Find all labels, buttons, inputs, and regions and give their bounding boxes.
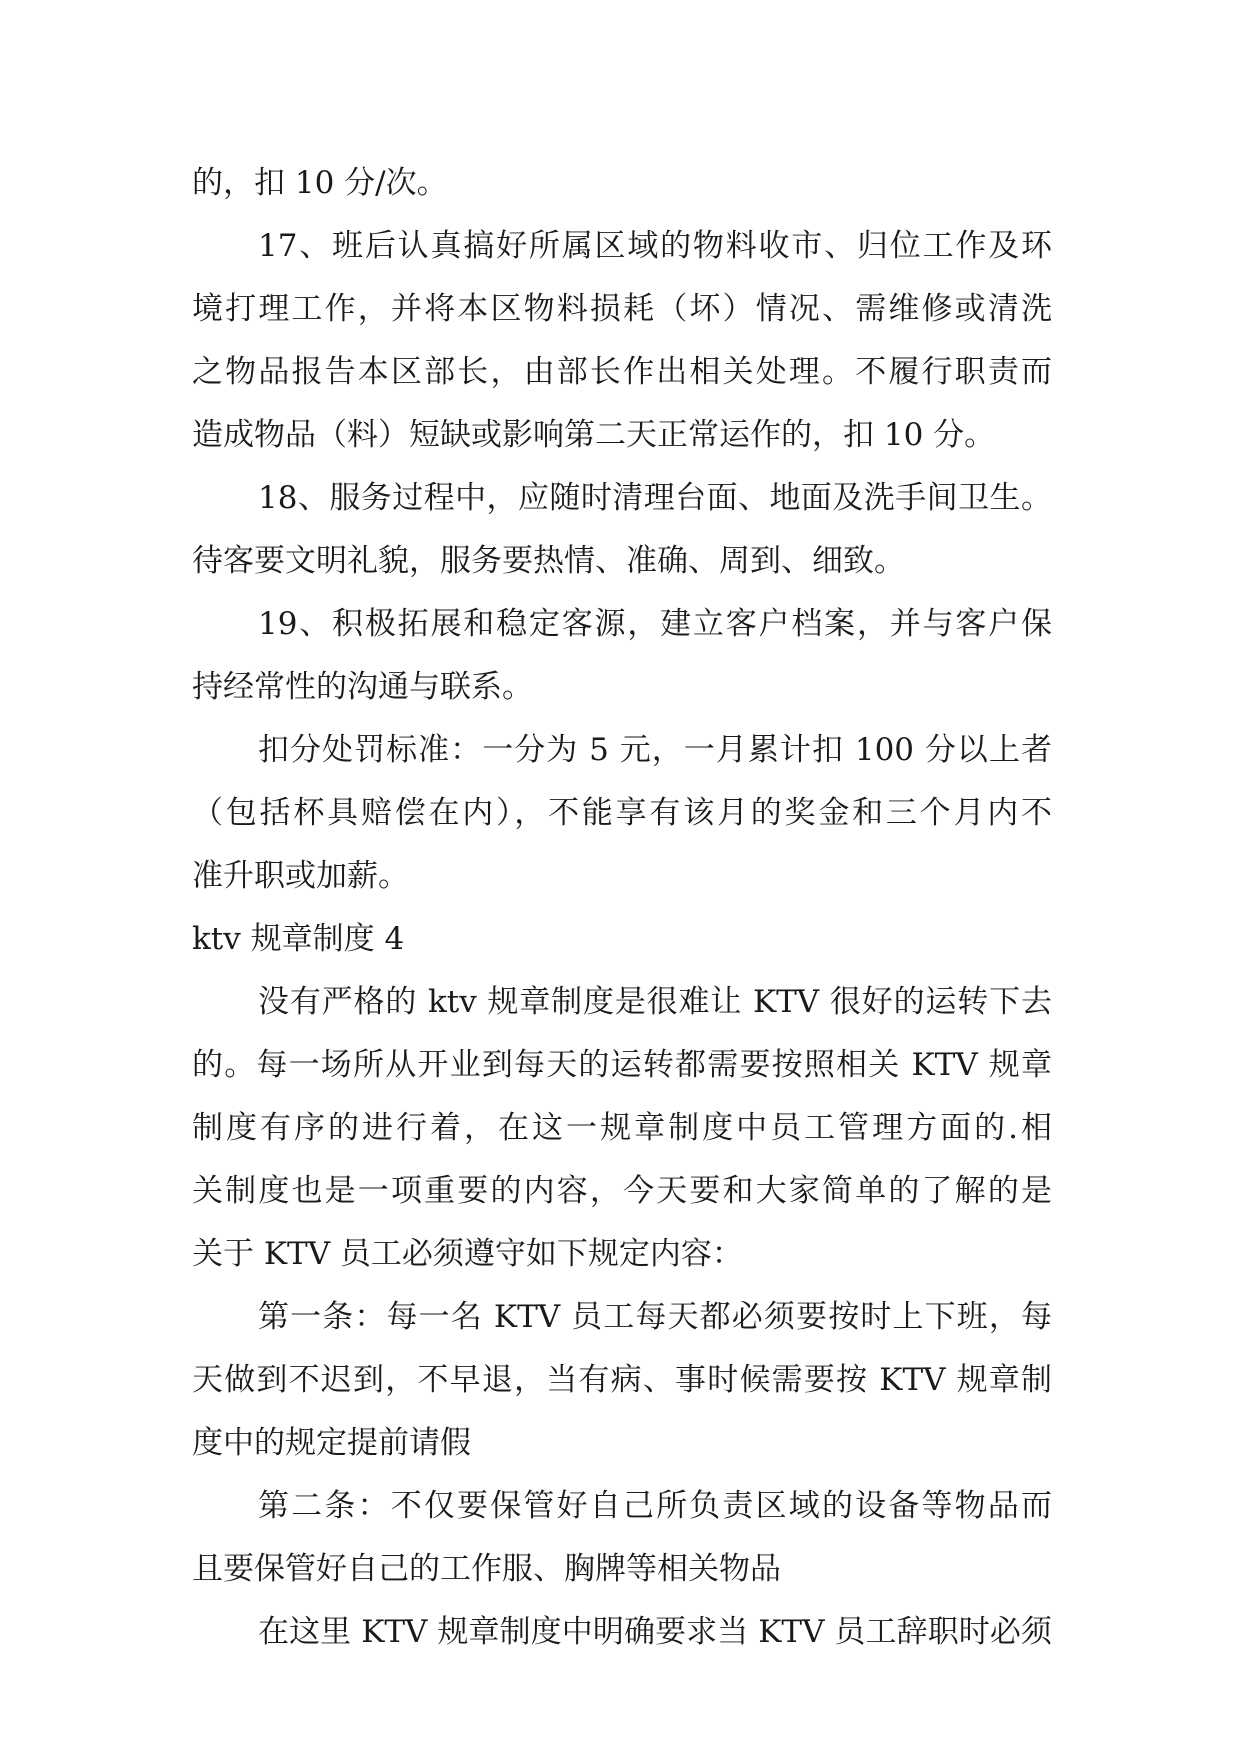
text-line: 度中的规定提前请假 xyxy=(192,1425,471,1461)
text-line: 持经常性的沟通与联系。 xyxy=(192,669,533,705)
text-line: 关于 KTV 员工必须遵守如下规定内容： xyxy=(192,1236,743,1272)
text-line: 境打理工作，并将本区物料损耗（坏）情况、需维修或清洗 xyxy=(192,291,1052,327)
document-body xyxy=(192,152,1052,1664)
text-line: 待客要文明礼貌，服务要热情、准确、周到、细致。 xyxy=(192,543,905,579)
section-heading: ktv 规章制度 4 xyxy=(192,921,405,957)
text-line: 第一条：每一名 KTV 员工每天都必须要按时上下班，每 xyxy=(258,1299,1052,1335)
text-line: 第二条：不仅要保管好自己所负责区域的设备等物品而 xyxy=(258,1488,1052,1524)
text-line: 的。每一场所从开业到每天的运转都需要按照相关 KTV 规章 xyxy=(192,1047,1052,1083)
text-line: 的，扣 10 分/次。 xyxy=(192,165,448,201)
text-line: 扣分处罚标准：一分为 5 元，一月累计扣 100 分以上者 xyxy=(258,732,1052,768)
text-line: 没有严格的 ktv 规章制度是很难让 KTV 很好的运转下去 xyxy=(258,984,1052,1020)
text-line: 造成物品（料）短缺或影响第二天正常运作的，扣 10 分。 xyxy=(192,417,996,453)
text-line: 且要保管好自己的工作服、胸牌等相关物品 xyxy=(192,1551,781,1587)
text-line: 制度有序的进行着，在这一规章制度中员工管理方面的.相 xyxy=(192,1110,1052,1146)
text-line: 天做到不迟到，不早退，当有病、事时候需要按 KTV 规章制 xyxy=(192,1362,1052,1398)
text-line: （包括杯具赔偿在内），不能享有该月的奖金和三个月内不 xyxy=(192,795,1052,831)
text-line: 准升职或加薪。 xyxy=(192,858,409,894)
text-line: 关制度也是一项重要的内容，今天要和大家简单的了解的是 xyxy=(192,1173,1052,1209)
text-line: 19、积极拓展和稳定客源，建立客户档案，并与客户保 xyxy=(258,606,1052,642)
text-line: 18、服务过程中，应随时清理台面、地面及洗手间卫生。 xyxy=(258,480,1052,516)
text-line: 之物品报告本区部长，由部长作出相关处理。不履行职责而 xyxy=(192,354,1052,390)
text-line: 17、班后认真搞好所属区域的物料收市、归位工作及环 xyxy=(258,228,1052,264)
text-line: 在这里 KTV 规章制度中明确要求当 KTV 员工辞职时必须 xyxy=(258,1614,1052,1650)
